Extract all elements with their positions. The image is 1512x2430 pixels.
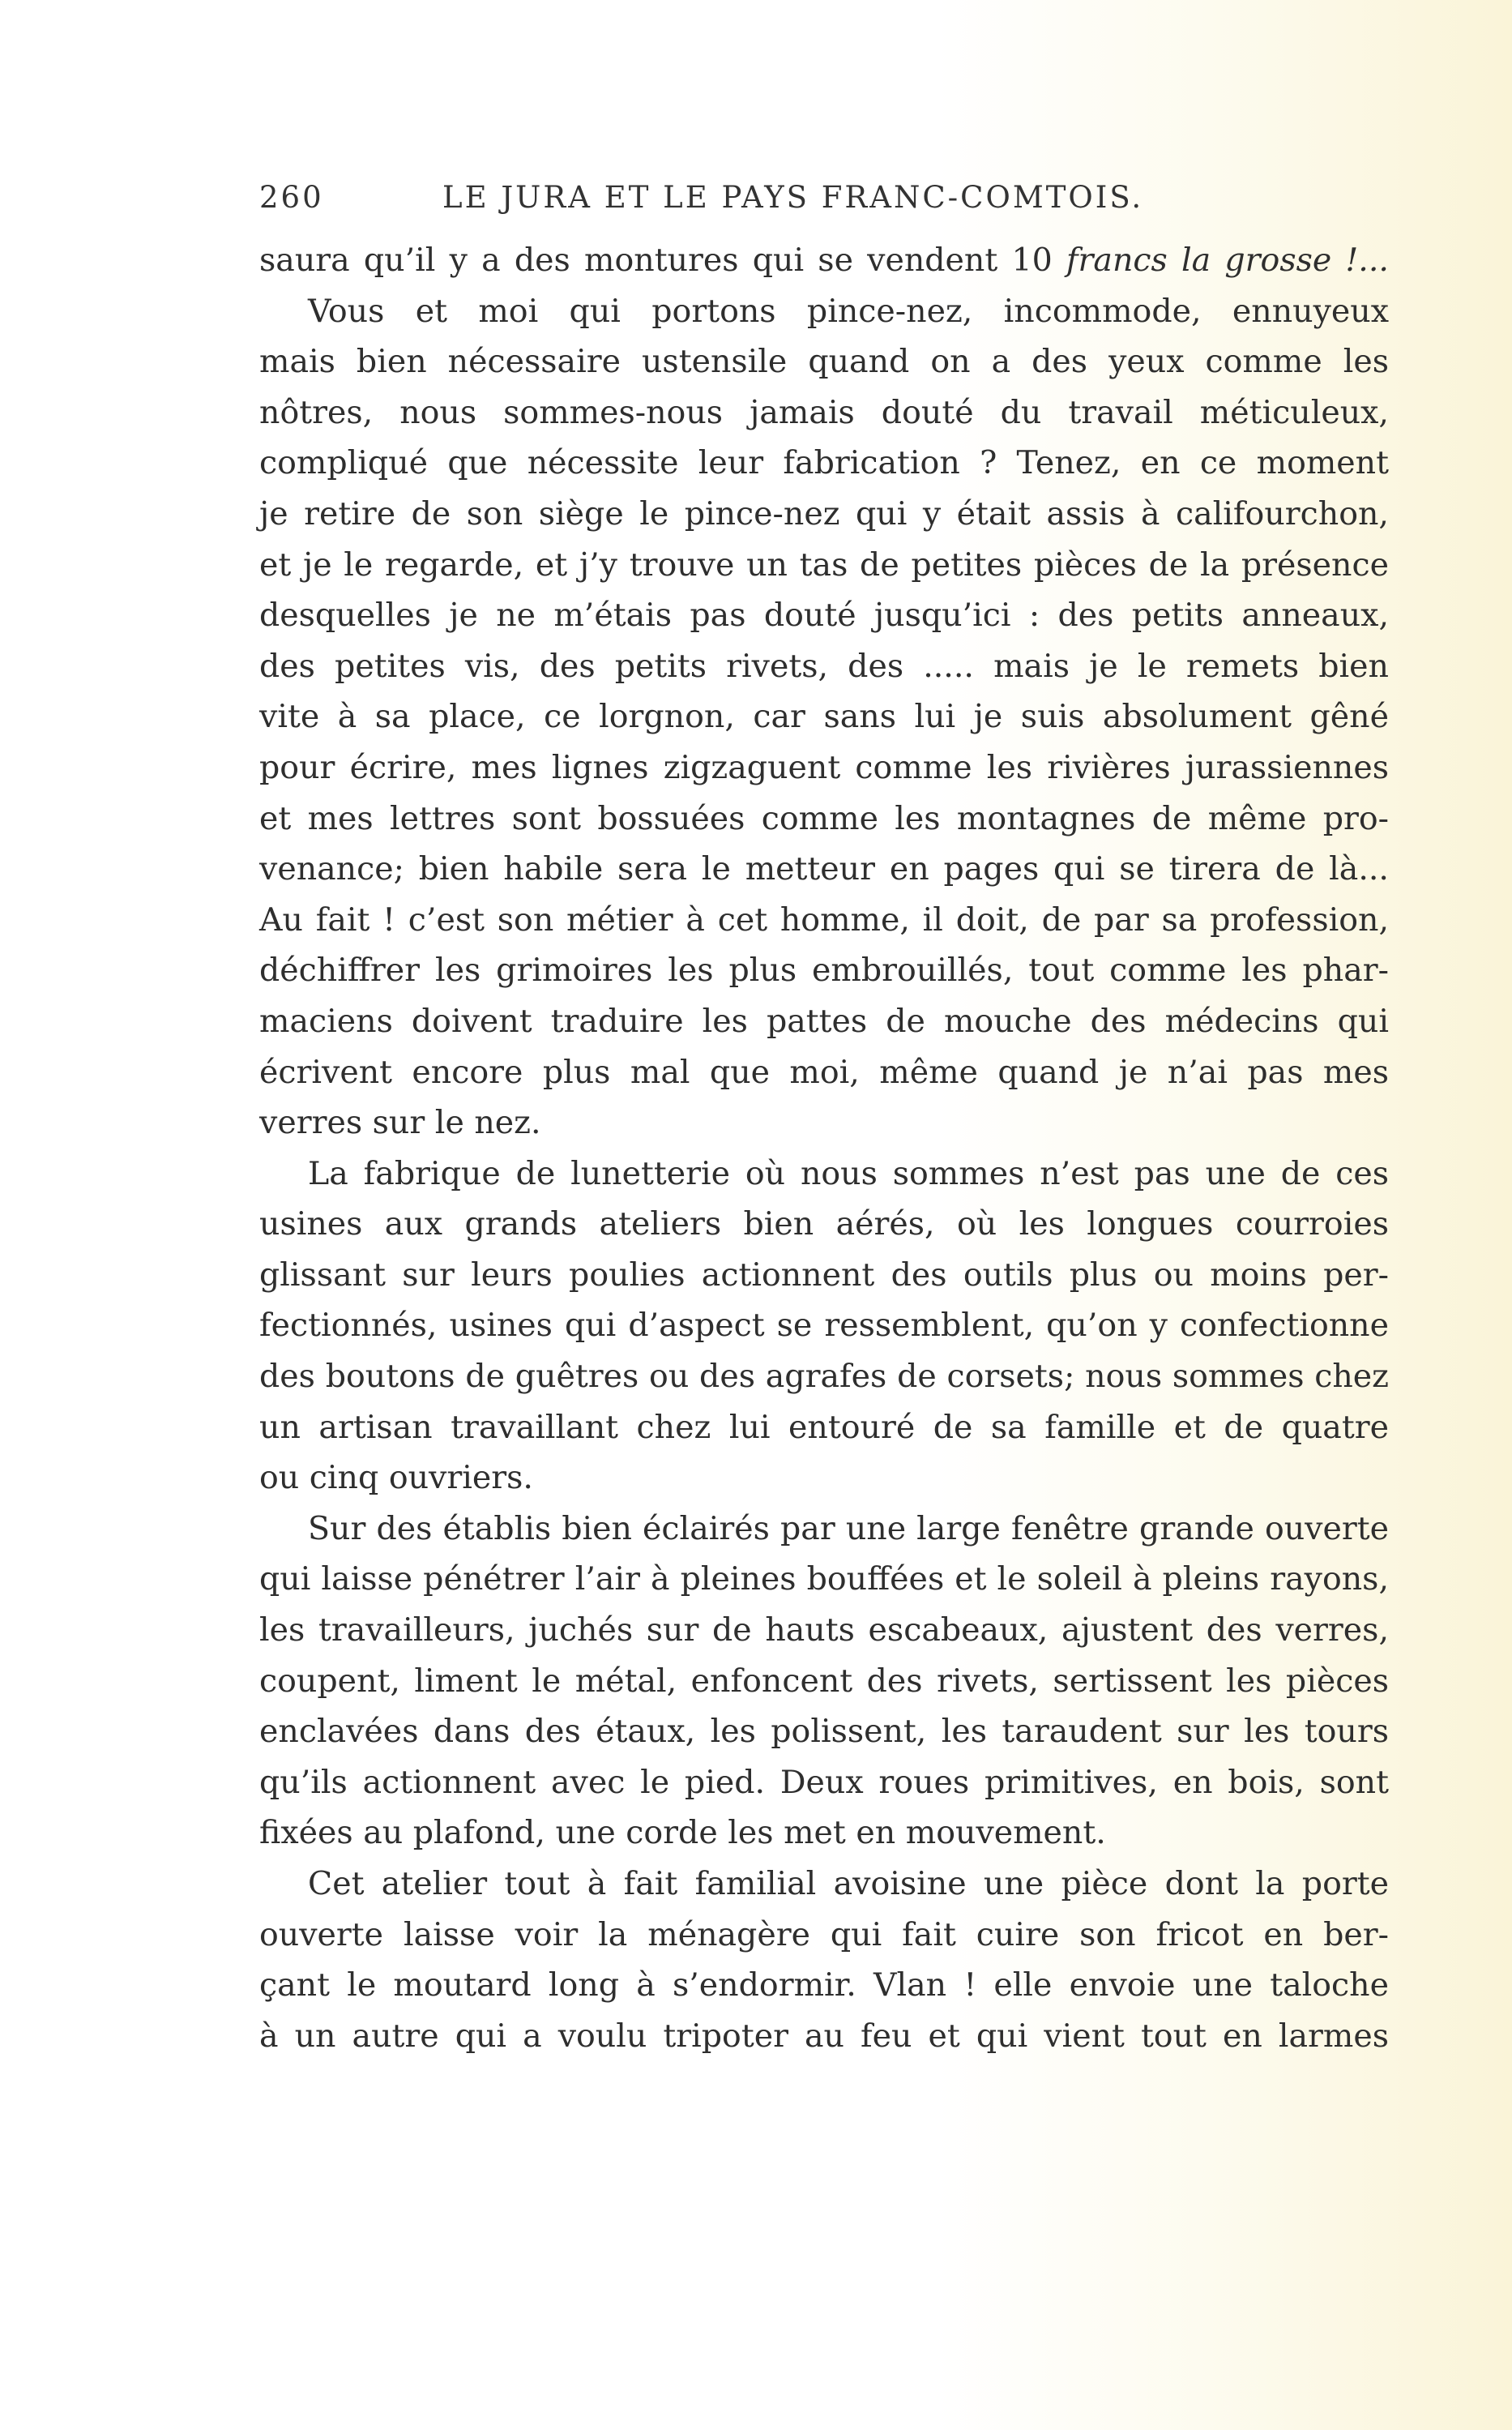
text-line: coupent, liment le métal, enfoncent des rivets, sertissent les pièces [259, 1662, 1389, 1700]
text-line-paragraph-start: Sur des établis bien éclairés par une large fenêtre grande ouverte [308, 1509, 1389, 1547]
text-line: fectionnés, usines qui d’aspect se ressemblent, qu’on y confectionne [259, 1307, 1389, 1345]
running-head [259, 180, 1389, 229]
text-line-paragraph-end: ou cinq ouvriers. [259, 1459, 533, 1497]
text-line: écrivent encore plus mal que moi, même quand je n’ai pas mes [259, 1053, 1389, 1091]
text-line: les travailleurs, juchés sur de hauts escabeaux, ajustent des verres, [259, 1611, 1389, 1649]
italic-phrase: francs la grosse !... [1066, 242, 1389, 279]
text-line: je retire de son siège le pince-nez qui y était assis à califourchon, [259, 494, 1389, 533]
text-line: Au fait ! c’est son métier à cet homme, il doit, de par sa profession, [259, 901, 1389, 939]
text-line: çant le moutard long à s’endormir. Vlan ! elle envoie une taloche [259, 1966, 1389, 2004]
text-line: desquelles je ne m’étais pas douté jusqu’ici : des petits anneaux, [259, 597, 1389, 635]
text-line: et mes lettres sont bossuées comme les montagnes de même pro- [259, 799, 1389, 837]
body-text [259, 235, 1389, 2061]
text-line: des petites vis, des petits rivets, des ..... mais je le remets bien [259, 647, 1389, 685]
text-line: ouverte laisse voir la ménagère qui fait cuire son fricot en ber- [259, 1915, 1389, 1953]
text-line: nôtres, nous sommes-nous jamais douté du travail méticuleux, [259, 393, 1389, 431]
text-line: un artisan travaillant chez lui entouré de sa famille et de quatre [259, 1408, 1389, 1446]
text-line: et je le regarde, et j’y trouve un tas de petites pièces de la présence [259, 545, 1389, 584]
text-line: glissant sur leurs poulies actionnent des outils plus ou moins per- [259, 1256, 1389, 1294]
text-line: mais bien nécessaire ustensile quand on a des yeux comme les [259, 343, 1389, 381]
text-line-paragraph-end: fixées au plafond, une corde les met en mouvement. [259, 1814, 1106, 1852]
text-line: enclavées dans des étaux, les polissent, les taraudent sur les tours [259, 1713, 1389, 1751]
text-line-paragraph-end: verres sur le nez. [259, 1104, 541, 1142]
text-line: à un autre qui a voulu tripoter au feu et qui vient tout en larmes [259, 2017, 1389, 2055]
text-line: qui laisse pénétrer l’air à pleines bouffées et le soleil à pleins rayons, [259, 1560, 1389, 1598]
text-line: usines aux grands ateliers bien aérés, où les longues courroies [259, 1205, 1389, 1243]
text-line: venance; bien habile sera le metteur en pages qui se tirera de là... [259, 850, 1389, 888]
text-line: maciens doivent traduire les pattes de mouche des médecins qui [259, 1002, 1389, 1040]
text-line-paragraph-start: Cet atelier tout à fait familial avoisine une pièce dont la porte [308, 1865, 1389, 1902]
text-line: qu’ils actionnent avec le pied. Deux roues primitives, en bois, sont [259, 1763, 1389, 1801]
text-line-roman: saura qu’il y a des montures qui se vendent 10 [259, 242, 1066, 279]
text-line: déchiffrer les grimoires les plus embrouillés, tout comme les phar- [259, 952, 1389, 990]
page-number: 260 [259, 180, 324, 215]
text-line: vite à sa place, ce lorgnon, car sans lui je suis absolument gêné [259, 698, 1389, 736]
text-line-paragraph-start: La fabrique de lunetterie où nous sommes n’est pas une de ces [308, 1154, 1389, 1192]
text-line: pour écrire, mes lignes zigzaguent comme les rivières jurassiennes [259, 748, 1389, 786]
text-line: des boutons de guêtres ou des agrafes de corsets; nous sommes chez [259, 1358, 1389, 1396]
text-line: compliqué que nécessite leur fabrication ? Tenez, en ce moment [259, 444, 1389, 482]
running-title: LE JURA ET LE PAYS FRANC-COMTOIS. [442, 180, 1144, 215]
text-line: Vous et moi qui portons pince-nez, incommode, ennuyeux [308, 292, 1389, 330]
text-line [259, 235, 1389, 286]
